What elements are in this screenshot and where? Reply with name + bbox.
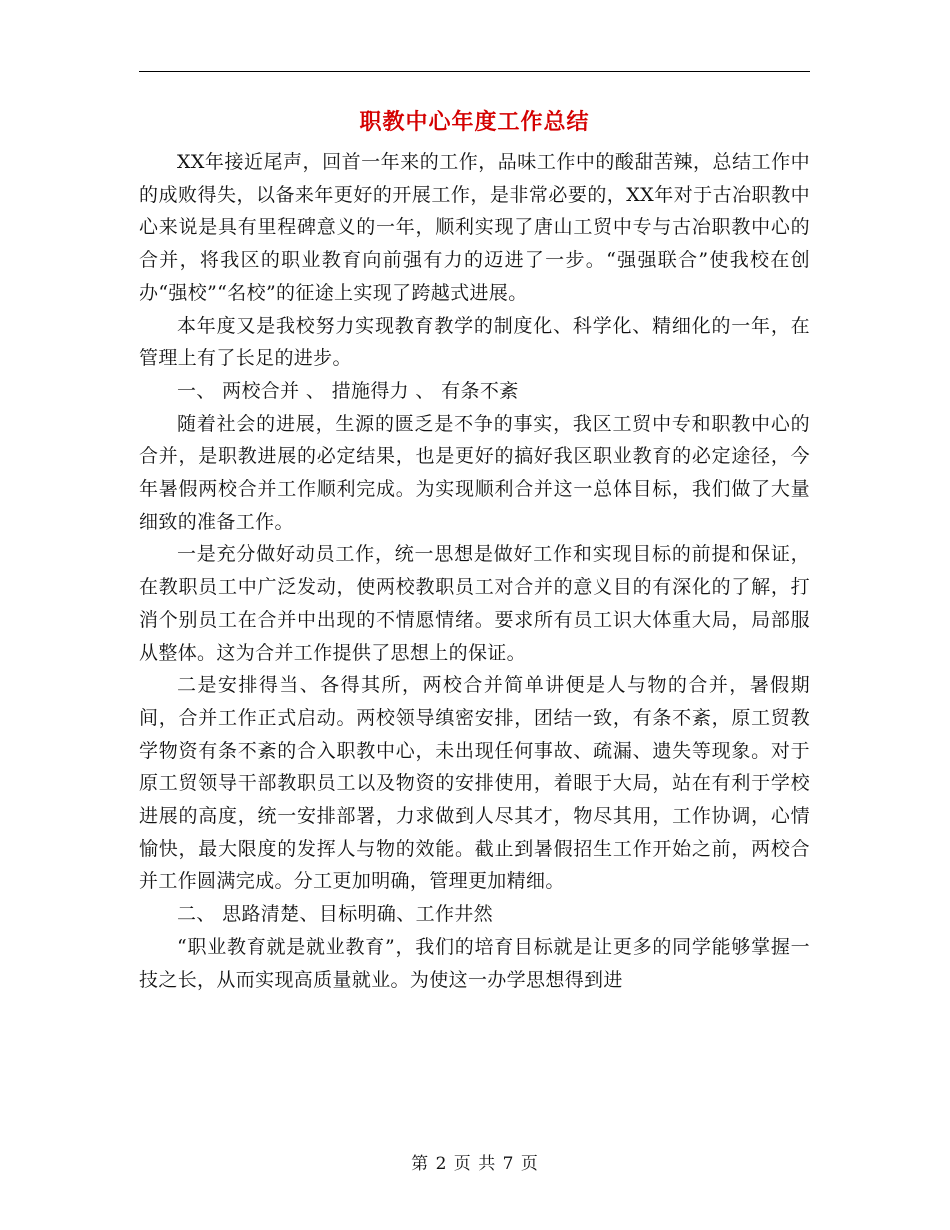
header-rule [139, 71, 810, 72]
section-heading-direction: 二、 思路清楚、目标明确、工作井然 [177, 903, 493, 926]
paragraph-year-summary: 本年度又是我校努力实现教育教学的制度化、科学化、精细化的一年，在管理上有了长足的进步。 [139, 314, 810, 370]
page-label-suffix: 页 [520, 1154, 539, 1174]
paragraph-merger-background: 随着社会的进展，生源的匮乏是不争的事实，我区工贸中专和职教中心的合并，是职教进展的必定结果，也是更好的搞好我区职业教育的必定途径，今年暑假两校合并工作顺利完成。为实现顺利合并这一总体目标，我们做了大量细致的准备工作。 [139, 412, 810, 533]
total-pages-number: 7 [502, 1154, 515, 1174]
paragraph-mobilization: 一是充分做好动员工作，统一思想是做好工作和实现目标的前提和保证，在教职员工中广泛发动，使两校教职员工对合并的意义目的有深化的了解，打消个别员工在合并中出现的不情愿情绪。要求所有员工识大体重大局，局部服从整体。这为合并工作提供了思想上的保证。 [139, 543, 810, 664]
page-number-footer [0, 1152, 950, 1176]
document-body [139, 146, 810, 996]
section-heading-merger: 一、 两校合并 、 措施得力 、 有条不紊 [177, 379, 519, 402]
paragraph-vocational-goal: “职业教育就是就业教育”，我们的培育目标就是让更多的同学能够掌握一技之长，从而实现高质量就业。为使这一办学思想得到进 [139, 935, 810, 991]
paragraph-intro: XX年接近尾声，回首一年来的工作，品味工作中的酸甜苦辣，总结工作中的成败得失，以备来年更好的开展工作，是非常必要的，XX年对于古冶职教中心来说是具有里程碑意义的一年，顺利实现了唐山工贸中专与古冶职教中心的合并，将我区的职业教育向前强有力的迈进了一步。“强强联合”使我校在创办“强校”“名校”的征途上实现了跨越式进展。 [139, 151, 810, 304]
page-label-prefix: 第 [411, 1154, 430, 1174]
document-title: 职教中心年度工作总结 [359, 109, 590, 135]
current-page-number: 2 [435, 1154, 448, 1174]
paragraph-arrangement: 二是安排得当、各得其所，两校合并简单讲便是人与物的合并，暑假期间，合并工作正式启动。两校领导缜密安排，团结一致，有条不紊，原工贸教学物资有条不紊的合入职教中心，未出现任何事故、疏漏、遗失等现象。对于原工贸领导干部教职员工以及物资的安排使用，着眼于大局，站在有利于学校进展的高度，统一安排部署，力求做到人尽其才，物尽其用，工作协调，心情愉快，最大限度的发挥人与物的效能。截止到暑假招生工作开始之前，两校合并工作圆满完成。分工更加明确，管理更加精细。 [139, 674, 810, 893]
page-label-middle: 页 共 [453, 1154, 497, 1174]
